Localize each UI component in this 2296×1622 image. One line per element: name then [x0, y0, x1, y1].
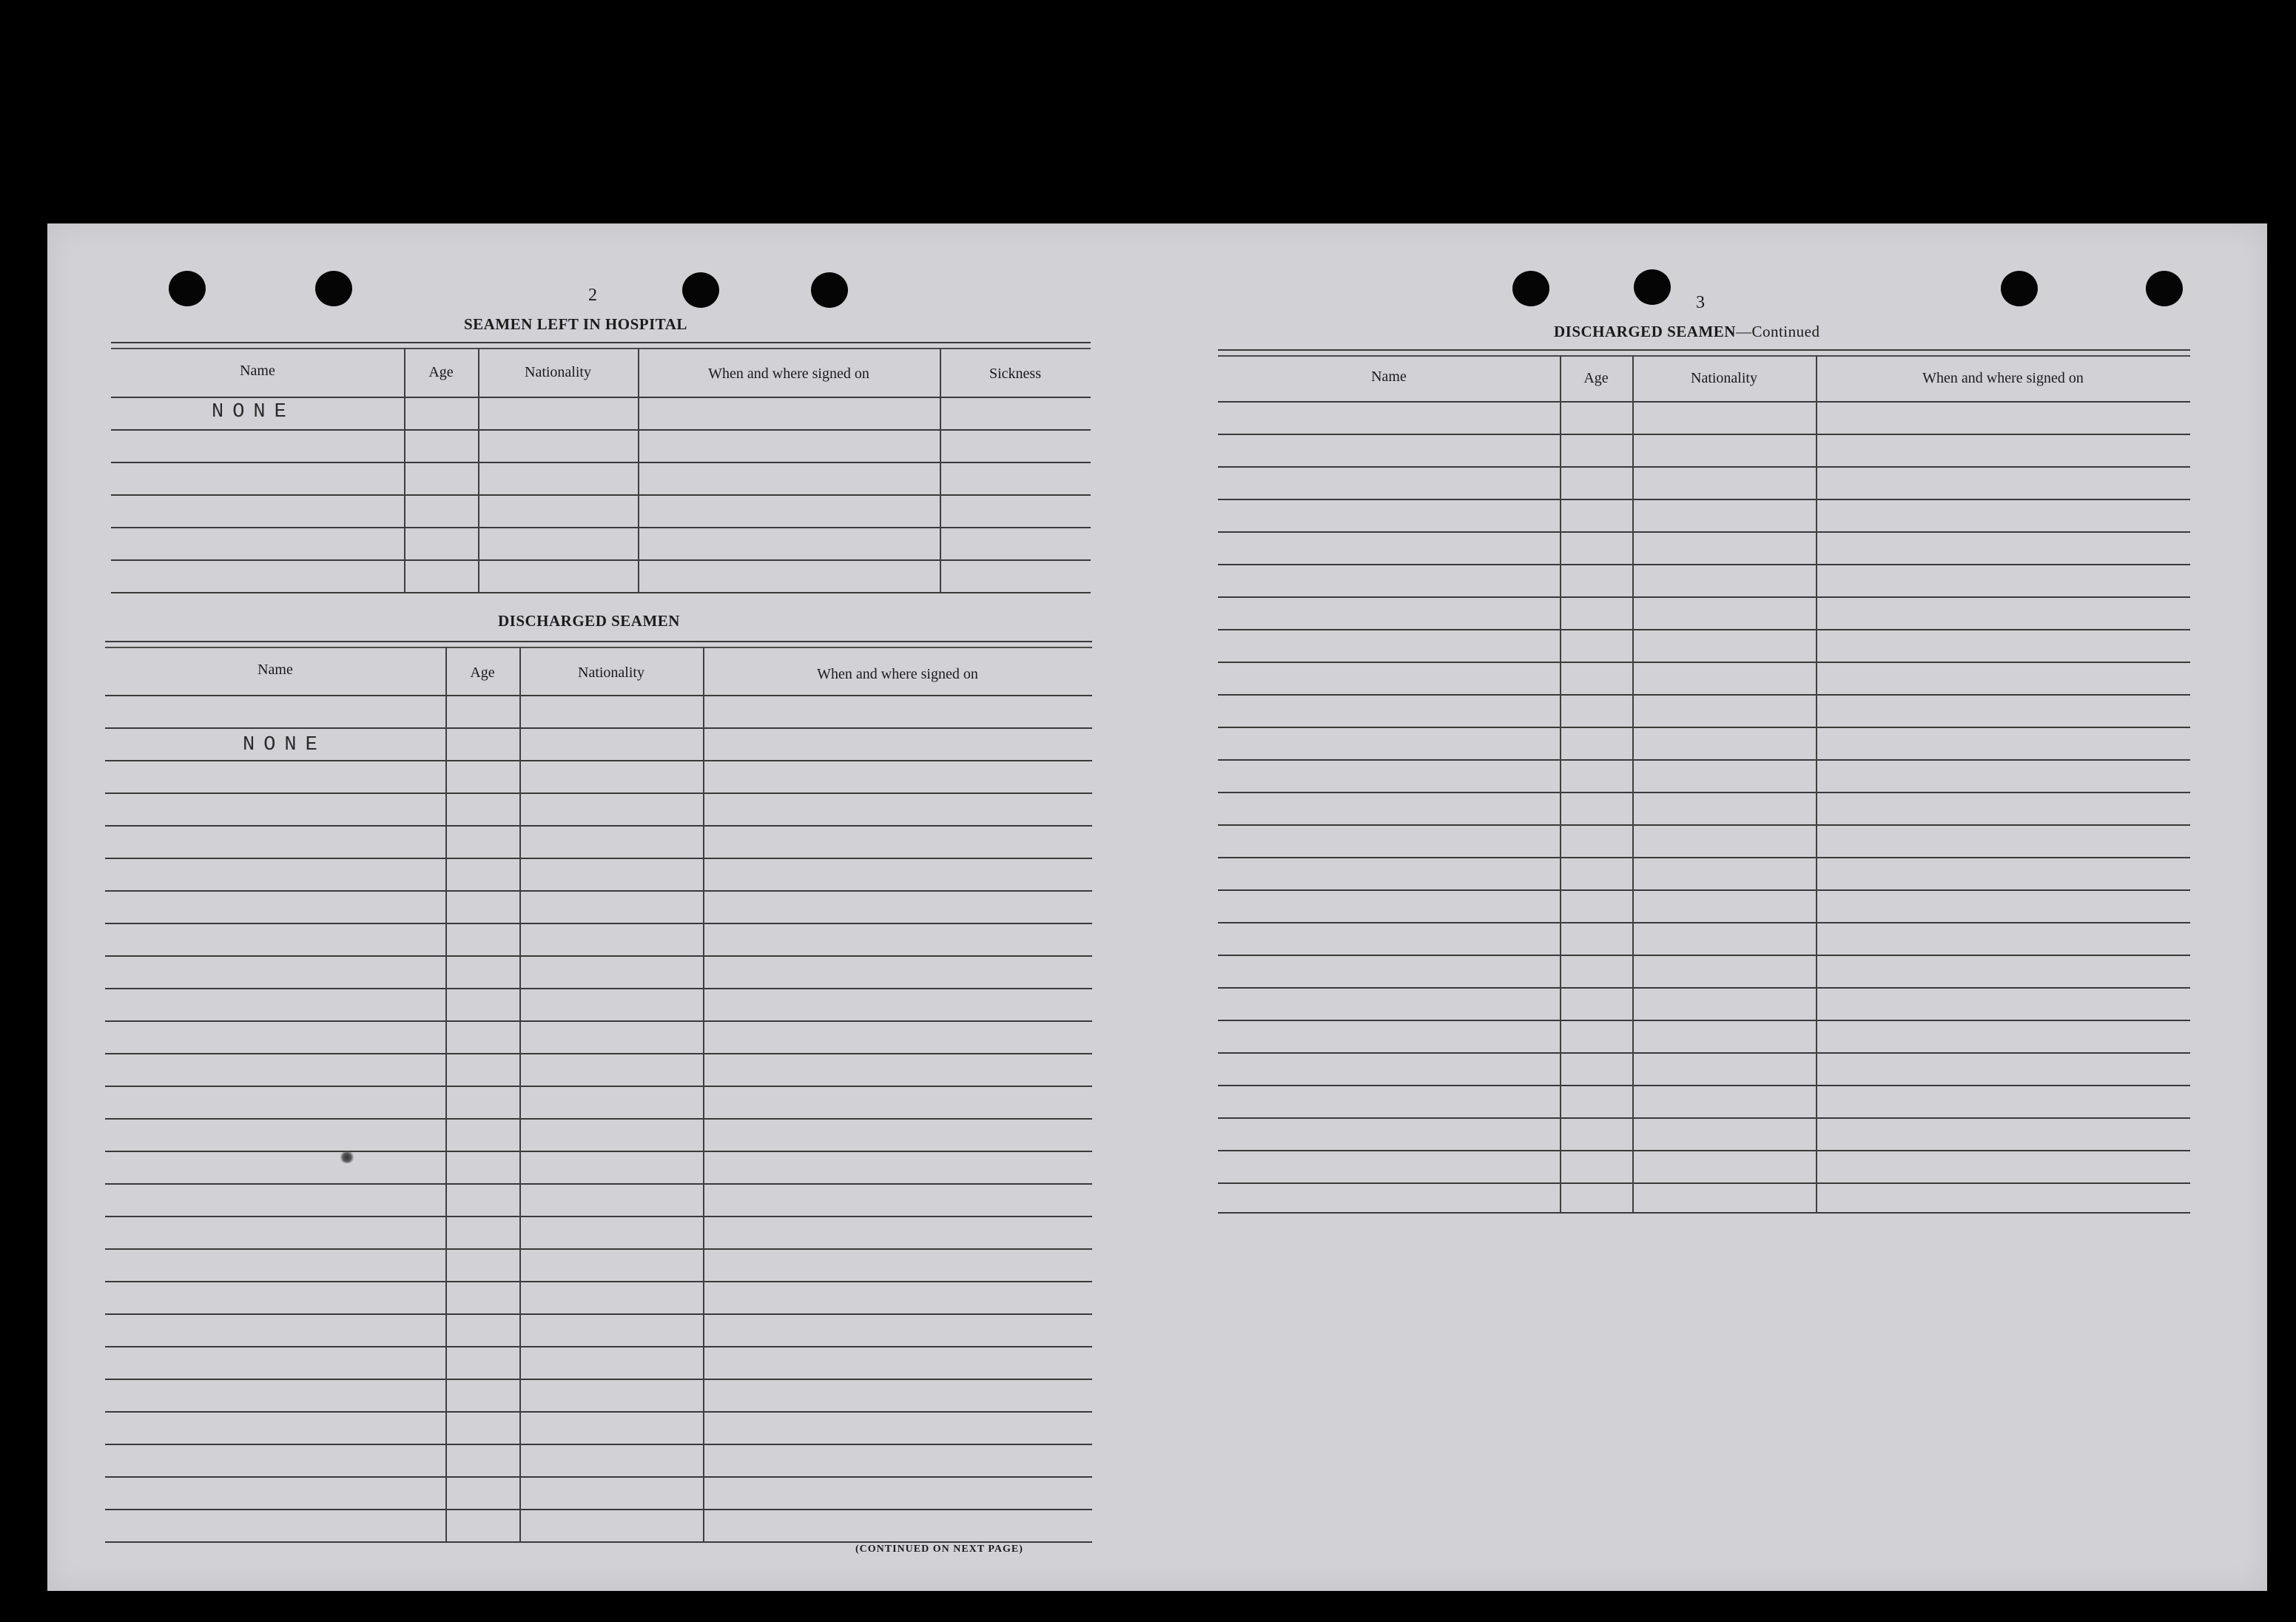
table-rule [105, 1248, 1092, 1250]
table-rule [111, 348, 1091, 349]
hospital-section-title: SEAMEN LEFT IN HOSPITAL [464, 315, 687, 333]
discharged-table-left [105, 641, 1092, 1544]
typed-entry-none: NONE [212, 401, 295, 423]
table-rule [111, 462, 1091, 463]
table-rule [105, 1444, 1092, 1445]
table-rule [105, 647, 1092, 648]
column-header-nationality: Nationality [1691, 370, 1757, 386]
column-header-nationality: Nationality [525, 364, 591, 380]
table-rule [105, 1151, 1092, 1152]
table-rule [105, 890, 1092, 892]
discharged-table-right [1218, 349, 2190, 1214]
column-divider [703, 647, 704, 1541]
column-divider [1816, 355, 1817, 1212]
column-header-nationality: Nationality [578, 664, 644, 681]
table-rule [111, 559, 1091, 561]
table-rule [111, 397, 1091, 398]
table-rule [111, 494, 1091, 496]
column-header-when-where: When and where signed on [817, 666, 978, 682]
table-rule [105, 1183, 1092, 1185]
column-header-age: Age [1583, 370, 1609, 386]
table-rule [1218, 629, 2190, 630]
right-section-title-main: DISCHARGED SEAMEN [1554, 323, 1736, 340]
table-rule [1218, 564, 2190, 565]
table-rule [105, 1020, 1092, 1022]
table-rule [105, 1541, 1092, 1543]
table-rule [1218, 1052, 2190, 1054]
punch-hole [1512, 271, 1549, 306]
table-rule [105, 923, 1092, 924]
table-rule [1218, 499, 2190, 500]
page-number-right: 3 [1696, 293, 1705, 312]
table-rule [1218, 955, 2190, 956]
column-header-when-where: When and where signed on [708, 366, 869, 382]
table-rule [105, 727, 1092, 729]
table-rule [1218, 694, 2190, 696]
table-rule [111, 527, 1091, 528]
column-header-name: Name [257, 662, 293, 678]
table-rule [105, 1086, 1092, 1087]
table-rule [1218, 1182, 2190, 1184]
column-header-sickness: Sickness [989, 366, 1041, 382]
table-rule [1218, 1212, 2190, 1214]
table-rule [1218, 1085, 2190, 1086]
column-divider [404, 348, 405, 592]
column-divider [940, 348, 941, 592]
continued-footer: (CONTINUED ON NEXT PAGE) [855, 1544, 1023, 1555]
table-rule [105, 760, 1092, 761]
manifest-sheet [47, 223, 2267, 1591]
table-rule [1218, 531, 2190, 533]
table-rule [105, 988, 1092, 989]
table-rule [1218, 434, 2190, 435]
table-rule [1218, 596, 2190, 598]
right-section-title [1554, 323, 1819, 341]
table-rule [105, 793, 1092, 794]
punch-hole [315, 271, 352, 306]
table-rule [1218, 792, 2190, 793]
column-divider [519, 647, 521, 1541]
table-rule [105, 955, 1092, 957]
table-rule [111, 592, 1091, 593]
column-divider [445, 647, 447, 1541]
table-rule [1218, 922, 2190, 923]
table-rule [105, 858, 1092, 859]
right-section-title-suffix: —Continued [1735, 323, 1820, 340]
table-rule [105, 1281, 1092, 1282]
table-rule [105, 825, 1092, 827]
column-header-name: Name [240, 363, 275, 379]
table-rule [1218, 1117, 2190, 1119]
table-rule [105, 1411, 1092, 1413]
table-rule [1218, 1020, 2190, 1021]
table-rule [1218, 662, 2190, 663]
table-rule [105, 695, 1092, 696]
table-rule [105, 1509, 1092, 1510]
table-rule [1218, 355, 2190, 357]
typed-entry-none: NONE [243, 734, 326, 756]
discharged-section-title: DISCHARGED SEAMEN [498, 612, 680, 630]
table-rule [105, 1346, 1092, 1347]
punch-hole [811, 272, 848, 308]
column-divider [478, 348, 479, 592]
table-rule [105, 1313, 1092, 1315]
table-rule [1218, 759, 2190, 761]
hospital-table [111, 342, 1091, 597]
table-rule [105, 1053, 1092, 1054]
punch-hole [682, 272, 719, 308]
table-rule [1218, 987, 2190, 989]
table-rule [105, 1476, 1092, 1478]
table-rule [1218, 349, 2190, 351]
table-rule [105, 1118, 1092, 1120]
column-divider [638, 348, 639, 592]
column-header-when-where: When and where signed on [1922, 370, 2084, 386]
punch-hole [169, 271, 206, 306]
page-number-left: 2 [588, 286, 597, 305]
table-rule [1218, 857, 2190, 858]
punch-hole [2146, 271, 2183, 306]
table-rule [1218, 466, 2190, 468]
column-divider [1560, 355, 1561, 1212]
column-header-name: Name [1371, 369, 1407, 385]
table-rule [1218, 401, 2190, 403]
table-rule [111, 342, 1091, 343]
table-rule [1218, 889, 2190, 891]
column-header-age: Age [470, 664, 495, 681]
punch-hole [1634, 269, 1671, 305]
table-rule [105, 1379, 1092, 1380]
table-rule [1218, 824, 2190, 826]
table-rule [1218, 1150, 2190, 1151]
column-divider [1632, 355, 1634, 1212]
column-header-age: Age [428, 364, 454, 380]
table-rule [105, 1216, 1092, 1217]
table-rule [1218, 727, 2190, 728]
table-rule [105, 641, 1092, 642]
table-rule [111, 429, 1091, 431]
punch-hole [2001, 271, 2038, 306]
ink-blot [339, 1151, 355, 1163]
